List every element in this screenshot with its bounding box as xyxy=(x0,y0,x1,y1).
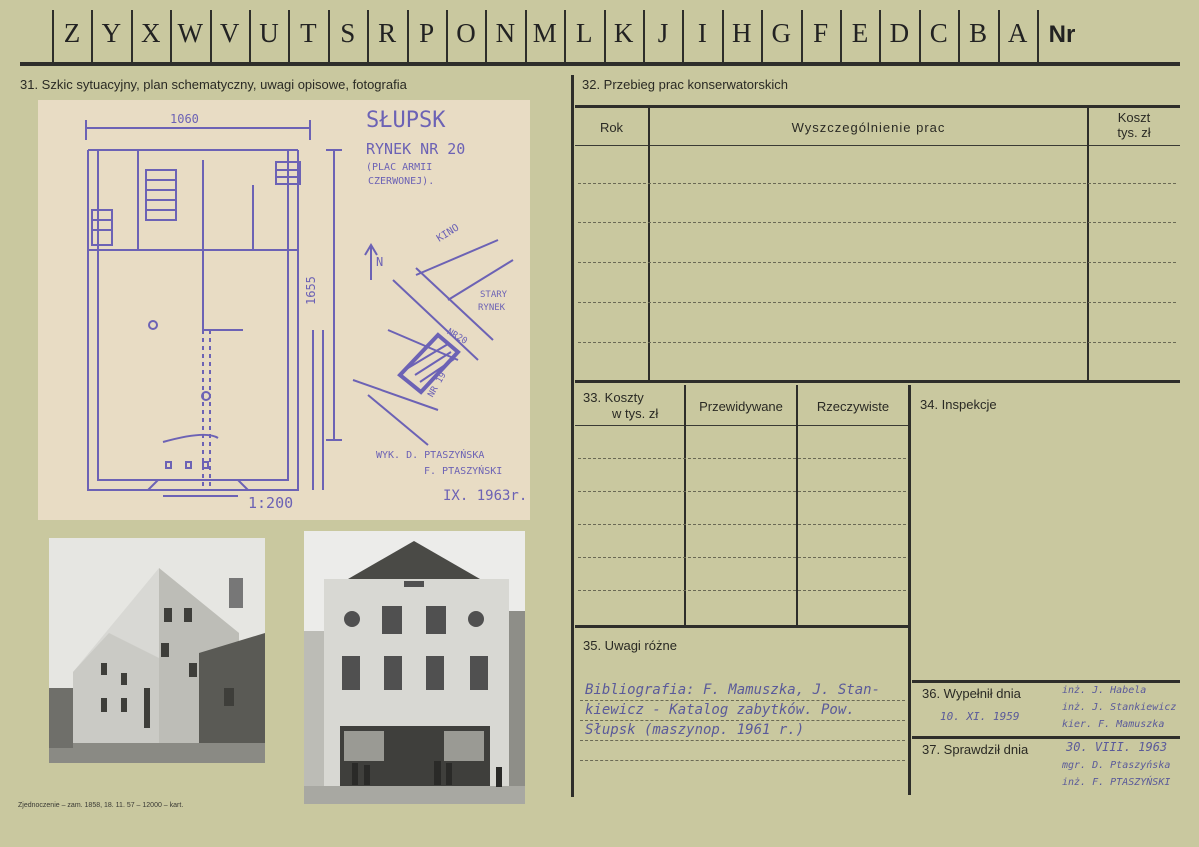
sketch-note-line1: (PLAC ARMII xyxy=(366,162,433,173)
letter-cell-y: Y xyxy=(101,18,122,48)
letter-cell-p: P xyxy=(419,18,435,48)
letter-separator xyxy=(485,10,487,64)
s35-note-line2: kiewicz - Katalog zabytków. Pow. xyxy=(585,702,855,718)
sketch-author-line2: F. PTASZYŃSKI xyxy=(424,466,503,477)
letter-cell-v: V xyxy=(219,18,240,48)
letter-separator xyxy=(840,10,842,64)
s32-col1-rule xyxy=(648,105,650,380)
header-bottom-rule xyxy=(20,62,1180,66)
letter-cell-j: J xyxy=(657,18,669,48)
s35-dotline xyxy=(580,700,905,701)
letter-separator xyxy=(525,10,527,64)
letter-cell-c: C xyxy=(929,18,948,48)
sketch-date: IX. 1963r. xyxy=(443,488,528,504)
letter-separator xyxy=(367,10,369,64)
letter-separator xyxy=(722,10,724,64)
letter-separator xyxy=(919,10,921,64)
letter-separator xyxy=(288,10,290,64)
sketch-note-line2: CZERWONEJ). xyxy=(368,176,435,187)
table-dotted-row xyxy=(578,590,906,591)
table-dotted-row xyxy=(578,557,906,558)
letter-separator xyxy=(643,10,645,64)
section-35-label: 35. Uwagi różne xyxy=(583,638,677,653)
letter-cell-r: R xyxy=(378,18,397,48)
letter-cell-u: U xyxy=(259,18,279,48)
s33-col-rzeczywiste: Rzeczywiste xyxy=(816,399,890,414)
section-33-label-line1: 33. Koszty xyxy=(583,390,644,405)
s37-date: 30. VIII. 1963 xyxy=(1066,740,1168,754)
table-dotted-row xyxy=(578,342,1176,343)
s34-left-rule xyxy=(908,385,911,795)
letter-separator xyxy=(328,10,330,64)
photo-building-front-image xyxy=(304,531,525,804)
s32-top-rule xyxy=(575,105,1180,108)
table-dotted-row xyxy=(578,302,1176,303)
s36-name-3: kier. F. Mamuszka xyxy=(1062,719,1165,730)
table-dotted-row xyxy=(578,458,906,459)
s35-dotline xyxy=(580,720,905,721)
letter-cell-w: W xyxy=(177,18,203,48)
s33-col2-rule xyxy=(796,385,798,625)
sketch-label-nr19: NR 19 xyxy=(426,370,449,400)
section-33-label-line2: w tys. zł xyxy=(612,406,659,421)
letter-cell-e: E xyxy=(851,18,869,48)
letter-separator xyxy=(1037,10,1039,64)
letter-separator xyxy=(998,10,1000,64)
sketch-dim-length: 1655 xyxy=(304,276,318,305)
letter-separator xyxy=(131,10,133,64)
letter-cell-x: X xyxy=(141,18,161,48)
letter-cell-k: K xyxy=(613,18,634,48)
s32-col-koszt-line2: tys. zł xyxy=(1117,125,1151,140)
letter-cell-o: O xyxy=(456,18,476,48)
s32-col-prace: Wyszczególnienie prac xyxy=(791,120,946,135)
letter-cell-l: L xyxy=(575,18,593,48)
s32-header-rule xyxy=(575,145,1180,146)
letter-separator xyxy=(446,10,448,64)
s33-header-rule xyxy=(575,425,910,426)
letter-separator xyxy=(879,10,881,64)
s36-date: 10. XI. 1959 xyxy=(940,710,1020,723)
sketch-scale: 1:200 xyxy=(248,494,294,512)
letter-separator xyxy=(170,10,172,64)
table-dotted-row xyxy=(578,262,1176,263)
sketch-label-stary-line2: RYNEK xyxy=(478,303,506,313)
sketch-sheet xyxy=(38,100,530,520)
s33-top-rule xyxy=(575,380,1180,383)
main-vertical-rule xyxy=(571,75,574,797)
letter-separator xyxy=(407,10,409,64)
s35-note-line3: Słupsk (maszynop. 1961 r.) xyxy=(585,722,805,738)
sketch-north: N xyxy=(376,255,384,269)
letter-cell-m: M xyxy=(532,18,557,48)
s32-col2-rule xyxy=(1087,105,1089,380)
s32-col-rok: Rok xyxy=(599,120,624,135)
letter-separator xyxy=(210,10,212,64)
section-36-label: 36. Wypełnił dnia xyxy=(922,686,1021,701)
section-37-label: 37. Sprawdził dnia xyxy=(922,742,1029,757)
letter-separator xyxy=(958,10,960,64)
s35-top-rule xyxy=(575,625,910,628)
s37-top-rule xyxy=(912,736,1180,739)
sketch-label-stary-line1: STARY xyxy=(480,290,508,300)
s33-col1-rule xyxy=(684,385,686,625)
sketch-label-kino: KINO xyxy=(434,222,462,245)
s32-col-koszt-line1: Koszt xyxy=(1117,110,1151,125)
section-34-label: 34. Inspekcje xyxy=(920,397,997,412)
letter-cell-i: I xyxy=(697,18,707,48)
letter-cell-d: D xyxy=(889,18,910,48)
table-dotted-row xyxy=(578,222,1176,223)
letter-separator xyxy=(91,10,93,64)
letter-cell-t: T xyxy=(300,18,317,48)
letter-cell-b: B xyxy=(969,18,988,48)
table-dotted-row xyxy=(578,183,1176,184)
s35-dotline xyxy=(580,740,905,741)
letter-separator xyxy=(682,10,684,64)
photo-building-front xyxy=(304,531,525,804)
letter-separator xyxy=(564,10,566,64)
s33-col-przewidywane: Przewidywane xyxy=(699,399,783,414)
letter-cell-n: N xyxy=(495,18,516,48)
letter-cell-g: G xyxy=(771,18,791,48)
sketch-label-nr20: NR20 xyxy=(444,327,469,347)
s37-name-2: inż. F. PTASZYŃSKI xyxy=(1062,777,1171,788)
letter-separator xyxy=(604,10,606,64)
nr-label: Nr xyxy=(1048,21,1076,48)
s35-note-line1: Bibliografia: F. Mamuszka, J. Stan- xyxy=(585,682,881,698)
table-dotted-row xyxy=(578,491,906,492)
letter-cell-a: A xyxy=(1007,18,1028,48)
letter-separator xyxy=(761,10,763,64)
letter-separator xyxy=(801,10,803,64)
table-dotted-row xyxy=(578,524,906,525)
photo-building-side xyxy=(49,538,265,763)
letter-cell-f: F xyxy=(813,18,829,48)
s36-name-2: inż. J. Stankiewicz xyxy=(1062,702,1177,713)
letter-separator xyxy=(249,10,251,64)
letter-cell-s: S xyxy=(340,18,356,48)
s35-dotline xyxy=(580,760,905,761)
sketch-author-line1: WYK. D. PTASZYŃSKA xyxy=(376,450,485,461)
letter-cell-h: H xyxy=(732,18,752,48)
photo-building-side-image xyxy=(49,538,265,763)
letter-cell-z: Z xyxy=(63,18,81,48)
sketch-address: RYNEK NR 20 xyxy=(366,140,466,158)
s36-name-1: inż. J. Habela xyxy=(1062,685,1147,696)
letter-separator xyxy=(52,10,54,64)
sketch-dim-width: 1060 xyxy=(170,112,199,126)
print-note: Zjednoczenie – zam. 1858, 18. 11. 57 – 12000 – kart. xyxy=(18,802,184,809)
sketch-city: SŁUPSK xyxy=(366,108,446,133)
section-31-label: 31. Szkic sytuacyjny, plan schematyczny, uwagi opisowe, fotografia xyxy=(20,77,407,92)
section-32-label: 32. Przebieg prac konserwatorskich xyxy=(582,77,788,92)
s37-name-1: mgr. D. Ptaszyńska xyxy=(1062,760,1171,771)
s36-top-rule xyxy=(912,680,1180,683)
